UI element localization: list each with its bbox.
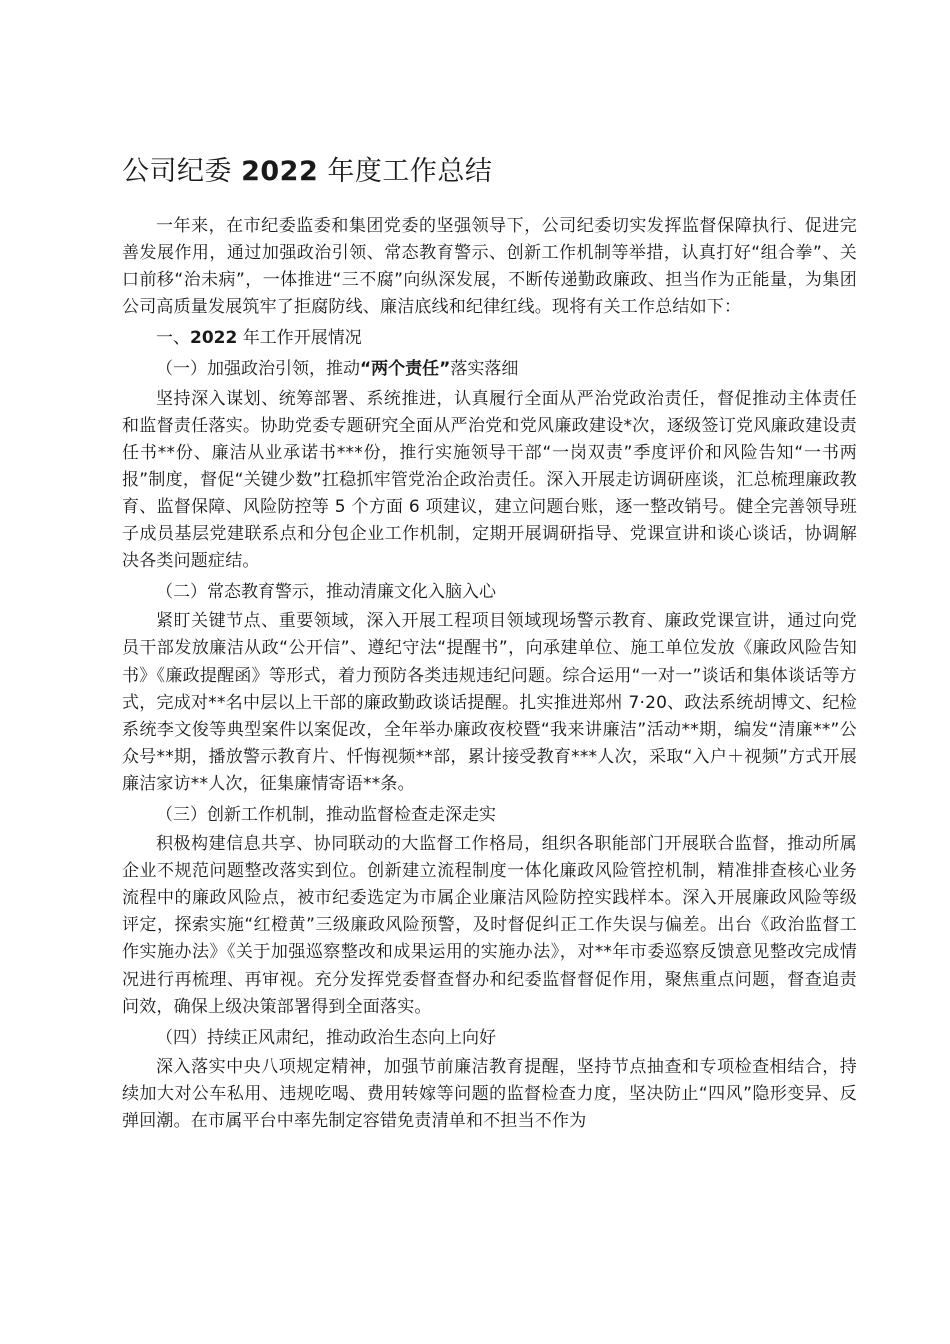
subsection-body-2: 紧盯关键节点、重要领域，深入开展工程项目领域现场警示教育、廉政党课宣讲，通过向党员干部发放廉洁从政“公开信”、遵纪守法“提醒书”，向承建单位、施工单位发放《廉政风险告知书》《廉政提醒函》等形式，着力预防各类违规违纪问题。综合运用“一对一”谈话和集体谈话等方式，完成对**名中层以上干部的廉政勤政谈话提醒。扎实推进郑州 7·20、政法系统胡博文、纪检系统李文俊等典型案件以案促改，全年举办廉政夜校暨“我来讲廉洁”活动**期，编发“清廉**”公众号**期，播放警示教育片、忏悔视频**部，累计接受教育***人次，采取“入户＋视频”方式开展廉洁家访**人次，征集廉情寄语**条。 [122,611,857,794]
subsection-heading-2: （二）常态教育警示，推动清廉文化入脑入心 [156,582,496,603]
title-year: 2022 [241,156,319,187]
subsection-body-3: 积极构建信息共享、协同联动的大监督工作格局，组织各职能部门开展联合监督，推动所属企业不规范问题整改落实到位。创新建立流程制度一体化廉政风险管控机制，精准排查核心业务流程中的廉政风险点，被市纪委选定为市属企业廉洁风险防控实践样本。深入开展廉政风险等级评定，探索实施“红橙黄”三级廉政风险预警，及时督促纠正工作失误与偏差。出台《政治监督工作实施办法》《关于加强巡察整改和成果运用的实施办法》，对**年市委巡察反馈意见整改完成情况进行再梳理、再审视。充分发挥党委督查督办和纪委监督督促作用，聚焦重点问题，督查追责问效，确保上级决策部署得到全面落实。 [122,834,857,1017]
document-title [122,150,857,194]
document-page [122,150,857,1135]
subsection-body-4: 深入落实中央八项规定精神，加强节前廉洁教育提醒，坚持节点抽查和专项检查相结合，持续加大对公车私用、违规吃喝、费用转嫁等问题的监督检查力度，坚决防止“四风”隐形变异、反弹回潮。在市属平台中率先制定容错免责清单和不担当不作为 [122,1056,857,1131]
title-prefix: 公司纪委 [122,156,242,187]
subsection-heading-3: （三）创新工作机制，推动监督检查走深走实 [156,804,496,825]
sub1-suffix: 落实落细 [450,359,519,380]
title-suffix: 年度工作总结 [318,156,493,187]
sub1-prefix: （一）加强政治引领，推动 [156,359,360,380]
intro-paragraph: 一年来，在市纪委监委和集团党委的坚强领导下，公司纪委切实发挥监督保障执行、促进完善发展作用，通过加强政治引领、常态教育警示、创新工作机制等举措，认真打好“组合拳”、关口前移“治未病”，一体推进“三不腐”向纵深发展，不断传递勤政廉政、担当作为正能量，为集团公司高质量发展筑牢了拒腐防线、廉洁底线和纪律红线。现将有关工作总结如下： [122,216,857,318]
subsection-heading-1 [122,356,857,383]
section-year: 2022 [190,328,238,349]
section-suffix: 年工作开展情况 [237,328,362,349]
section-heading [122,325,857,352]
section-prefix: 一、 [156,328,190,349]
subsection-body-1: 坚持深入谋划、统筹部署、系统推进，认真履行全面从严治党政治责任，督促推动主体责任和监督责任落实。协助党委专题研究全面从严治党和党风廉政建设*次，逐级签订党风廉政建设责任书**份、廉洁从业承诺书***份，推行实施领导干部“一岗双责”季度评价和风险告知“一书两报”制度，督促“关键少数”扛稳抓牢管党治企政治责任。深入开展走访调研座谈，汇总梳理廉政教育、监督保障、风险防控等 5 个方面 6 项建议，建立问题台账，逐一整改销号。健全完善领导班子成员基层党建联系点和分包企业工作机制，定期开展调研指导、党课宣讲和谈心谈话，协调解决各类问题症结。 [122,388,857,572]
subsection-heading-4: （四）持续正风肃纪，推动政治生态向上向好 [156,1027,496,1048]
sub1-quote: “两个责任” [360,359,451,380]
